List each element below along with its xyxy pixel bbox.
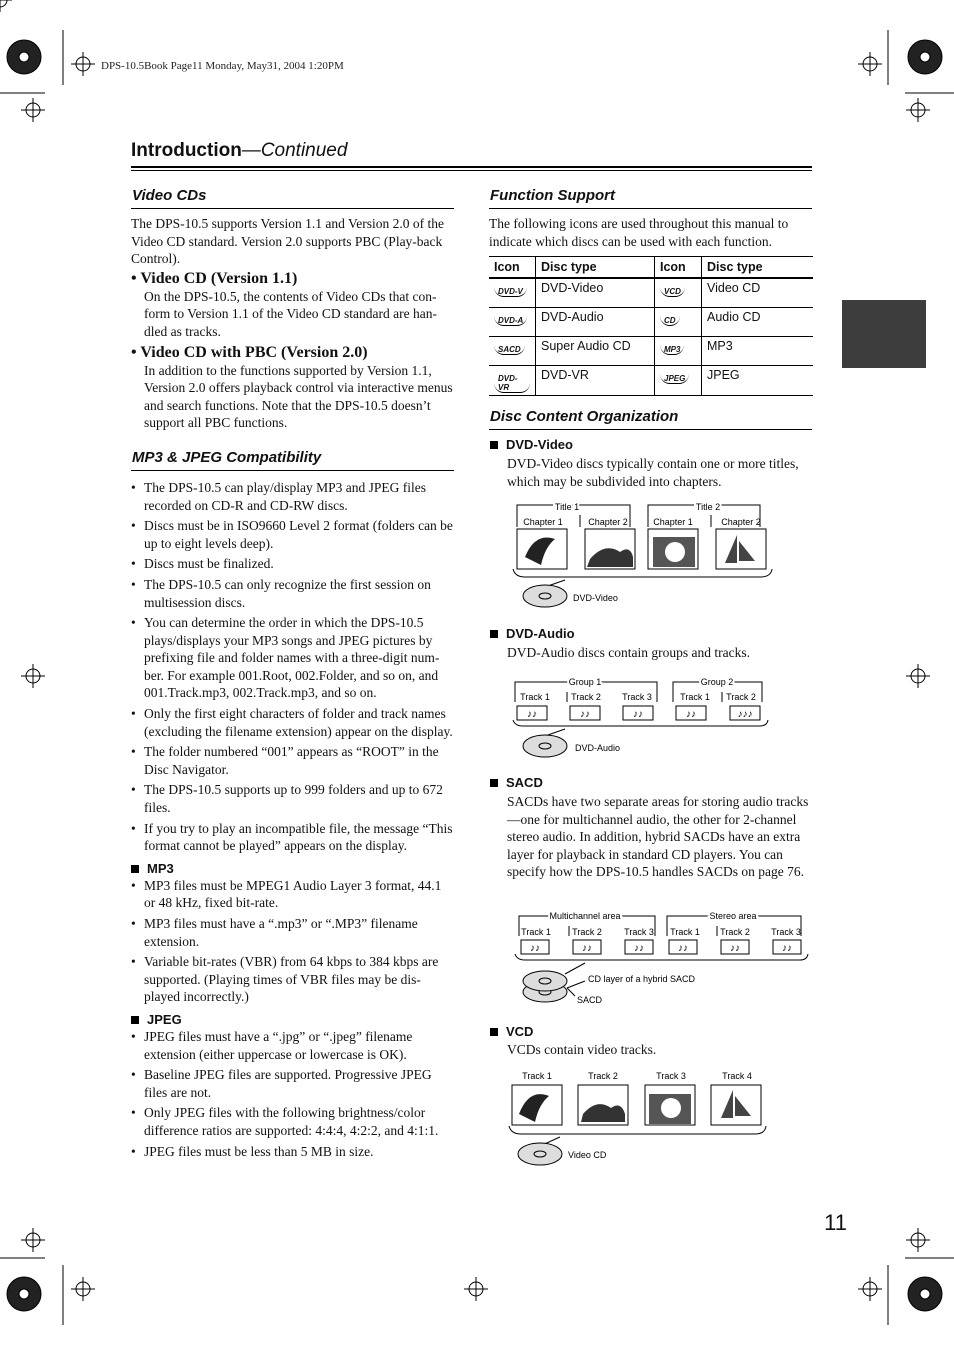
disc-type: DVD-Audio [536,308,655,337]
section-tab [842,300,926,368]
table-row [489,366,813,396]
dvd-audio-diagram [505,672,785,762]
sacd-area2: Stereo area [709,911,757,921]
disc-type: DVD-Video [536,278,655,308]
track-label: Track 4 [722,1071,752,1081]
svg-text:♪♪: ♪♪ [634,943,644,954]
disc-icon: MP3 [655,337,702,366]
vcd-heading: VCD [490,1024,533,1039]
list-item: • MP3 files must have a “.mp3” or “.MP3” filename extension. [131,915,454,950]
section-rule [131,470,454,471]
list-item: • JPEG files must be less than 5 MB in size. [131,1143,454,1161]
print-header: DPS-10.5Book Page11 Monday, May31, 2004 1:20PM [101,60,344,72]
sacd-text: SACDs have two separate areas for storing audio tracks—one for multichannel audio, the other for 2-channel stereo audio. In addition, hybrid SACDs have an extra layer for playback in standard CD players. You can specify how the DPS-10.5 handles SACDs on page 76. [507,794,809,880]
list-item: • MP3 files must be MPEG1 Audio Layer 3 format, 44.1 or 48 kHz, fixed bit-rate. [131,877,454,912]
table-row [489,308,813,337]
track-label: Track 1 [520,692,550,702]
track-label: Track 1 [680,692,710,702]
page-title [131,140,347,162]
section-rule [489,208,812,209]
sacd-disc-label: SACD [577,995,603,1005]
track-label: Track 1 [670,927,700,937]
disc-content-heading: Disc Content Organization [490,408,679,426]
jpeg-bullets [131,1028,454,1160]
svg-text:♪♪: ♪♪ [686,709,696,720]
col-icon: Icon [489,257,536,279]
video-cds-intro: The DPS-10.5 supports Version 1.1 and Version 2.0 of the Video CD standard. Version 2.0 supports PBC (Play-back Control). [131,216,444,267]
svg-text:♪♪: ♪♪ [678,943,688,954]
chapter-label: Chapter 2 [588,517,628,527]
list-item: • Variable bit-rates (VBR) from 64 kbps to 384 kbps are supported. (Playing times of VBR files may be dis-played incorrectly.) [131,953,454,1006]
dvd-video-disc-label: DVD-Video [573,593,618,603]
vcd-disc-label: Video CD [568,1150,607,1160]
svg-text:♪♪♪: ♪♪♪ [737,709,753,720]
disc-icon: SACD [489,337,536,366]
table-row [489,337,813,366]
vcd-v20-text: In addition to the functions supported by Version 1.1, Version 2.0 offers playback control via interactive menus and search functions. Note that the DPS-10.5 doesn’t support all PBC functions. [144,362,453,431]
list-item: • Discs must be finalized. [131,555,454,573]
jpeg-heading: JPEG [131,1012,454,1027]
disc-type: Super Audio CD [536,337,655,366]
title-rule [131,166,812,168]
page-number: 11 [824,1210,847,1235]
list-item: • The folder numbered “001” appears as “ROOT” in the Disc Navigator. [131,743,454,778]
sacd-cd-layer-label: CD layer of a hybrid SACD [588,974,696,984]
disc-icon: DVD-V [489,278,536,308]
list-item: • The DPS-10.5 supports up to 999 folders and up to 672 files. [131,781,454,816]
table-header-row [489,257,813,279]
track-label: Track 3 [771,927,801,937]
track-label: Track 2 [720,927,750,937]
svg-text:♪♪: ♪♪ [582,943,592,954]
vcd-v11-title: • Video CD (Version 1.1) [131,269,298,287]
list-item: • The DPS-10.5 can play/display MP3 and JPEG files recorded on CD-R and CD-RW discs. [131,479,454,514]
vcd-diagram [505,1066,785,1176]
track-label: Track 2 [572,927,602,937]
sacd-diagram [505,906,815,1011]
dvd-video-heading: DVD-Video [490,437,573,452]
col-disc-type: Disc type [702,257,814,279]
mp3-bullets [131,877,454,1006]
svg-text:♪♪: ♪♪ [580,709,590,720]
disc-type: DVD-VR [536,366,655,396]
list-item: • Discs must be in ISO9660 Level 2 format (folders can be up to eight levels deep). [131,517,454,552]
disc-icon: VCD [655,278,702,308]
chapter-label: Chapter 2 [721,517,761,527]
col-disc-type: Disc type [536,257,655,279]
disc-type: MP3 [702,337,814,366]
vcd-v20-title: • Video CD with PBC (Version 2.0) [131,343,368,361]
track-label: Track 1 [521,927,551,937]
disc-type: JPEG [702,366,814,396]
disc-icon: DVD-A [489,308,536,337]
dvd-audio-heading: DVD-Audio [490,626,575,641]
title-main: Introduction [131,140,242,161]
list-item: • The DPS-10.5 can only recognize the first session on multisession discs. [131,576,454,611]
chapter-label: Chapter 1 [523,517,563,527]
chapter-label: Chapter 1 [653,517,693,527]
vcd-v11-text: On the DPS-10.5, the contents of Video CDs that con-form to Version 1.1 of the Video CD standard are han-dled as tracks. [144,288,437,339]
list-item: • JPEG files must have a “.jpg” or “.jpeg” filename extension (either uppercase or lowercase is OK). [131,1028,454,1063]
track-label: Track 3 [656,1071,686,1081]
section-rule [131,208,454,209]
track-label: Track 3 [622,692,652,702]
video-cds-heading: Video CDs [132,187,207,204]
list-item: • Baseline JPEG files are supported. Progressive JPEG files are not. [131,1066,454,1101]
disc-icon: DVD-VR [489,366,536,396]
track-label: Track 2 [588,1071,618,1081]
dvd-title1: Title 1 [554,502,580,512]
list-item: • You can determine the order in which the DPS-10.5 plays/displays your MP3 songs and JPEG pictures by prefixing file and folder names with a three-digit num-ber. For example 001.Root, 002.Folder, and so on, and 001.Track.mp3, 002.Track.mp3, and so on. [131,614,454,702]
disc-icon: CD [655,308,702,337]
svg-text:♪♪: ♪♪ [782,943,792,954]
disc-icon-table [489,256,813,396]
track-label: Track 3 [624,927,654,937]
track-label: Track 2 [726,692,756,702]
dvd-title2: Title 2 [695,502,721,512]
disc-icon: JPEG [655,366,702,396]
dva-group1: Group 1 [568,677,602,687]
disc-type: Audio CD [702,308,814,337]
dvd-audio-text: DVD-Audio discs contain groups and tracks. [507,645,750,660]
svg-text:♪♪: ♪♪ [530,943,540,954]
list-item: • If you try to play an incompatible file, the message “This format cannot be played” appears on the display. [131,820,454,855]
col-icon: Icon [655,257,702,279]
function-support-intro: The following icons are used throughout this manual to indicate which discs can be used with each function. [489,216,789,249]
sacd-heading: SACD [490,775,543,790]
svg-text:♪♪: ♪♪ [527,709,537,720]
track-label: Track 2 [571,692,601,702]
svg-text:♪♪: ♪♪ [730,943,740,954]
sacd-area1: Multichannel area [549,911,621,921]
svg-text:♪♪: ♪♪ [633,709,643,720]
track-label: Track 1 [522,1071,552,1081]
disc-type: Video CD [702,278,814,308]
dvd-video-diagram [505,497,785,612]
dvd-video-text: DVD-Video discs typically contain one or more titles, which may be subdivided into chapters. [507,456,799,489]
title-rule-thin [131,170,812,171]
title-continued: —Continued [241,140,348,161]
mp3-heading: MP3 [131,861,454,876]
list-item: • Only JPEG files with the following brightness/color difference ratios are supported: 4:4:4, 4:2:2, and 4:1:1. [131,1104,454,1139]
dva-group2: Group 2 [700,677,734,687]
table-row [489,278,813,308]
dvd-audio-disc-label: DVD-Audio [575,743,621,753]
list-item: • Only the first eight characters of folder and track names (excluding the filename extension) appear on the display. [131,705,454,740]
vcd-text: VCDs contain video tracks. [507,1042,657,1057]
right-column [489,187,812,438]
left-column [131,187,454,1163]
mp3-jpeg-heading: MP3 & JPEG Compatibility [132,448,322,466]
function-support-heading: Function Support [490,187,615,204]
mp3-jpeg-bullets [131,479,454,855]
section-rule [489,429,812,430]
